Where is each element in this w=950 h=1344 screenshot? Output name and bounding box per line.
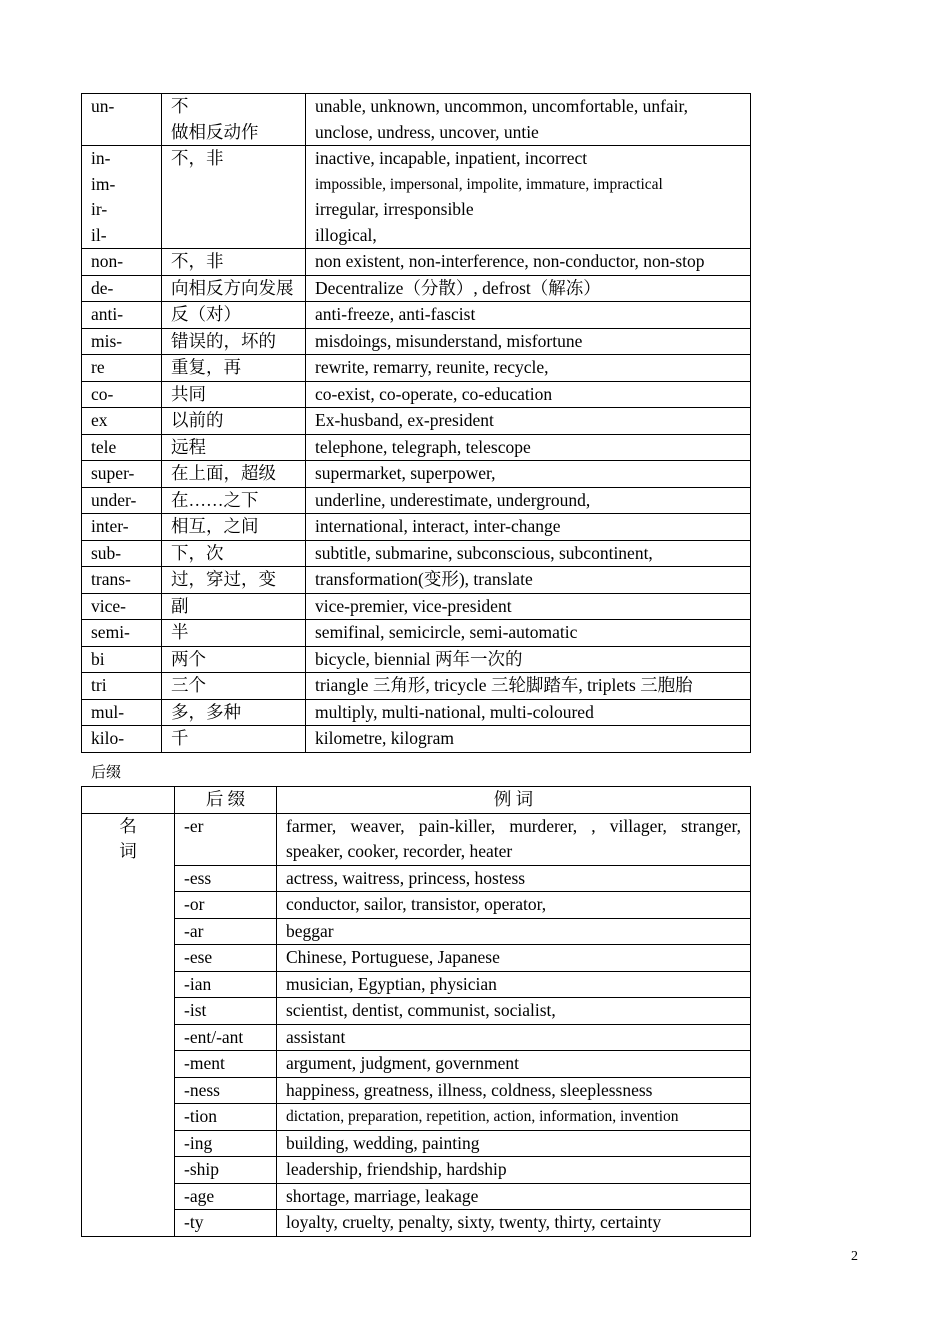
header-examples: 例 词 xyxy=(277,787,751,814)
table-row xyxy=(82,1130,751,1157)
meaning-cell: 在……之下 xyxy=(162,487,306,514)
suffix-cell: -ment xyxy=(175,1051,277,1078)
meaning-cell: 多，多种 xyxy=(162,699,306,726)
table-row xyxy=(82,726,751,753)
section-label: 后缀 xyxy=(91,765,122,781)
table-row xyxy=(82,302,751,329)
examples-cell: Ex-husband, ex-president xyxy=(306,408,751,435)
prefix-cell: semi- xyxy=(82,620,162,647)
prefix-cell: non- xyxy=(82,249,162,276)
prefix-cell: re xyxy=(82,355,162,382)
table-row xyxy=(82,146,751,249)
examples-cell: transformation(变形), translate xyxy=(306,567,751,594)
prefix-table xyxy=(81,93,751,753)
table-row xyxy=(82,381,751,408)
examples-cell: misdoings, misunderstand, misfortune xyxy=(306,328,751,355)
prefix-cell: in- im- ir- il- xyxy=(82,146,162,249)
table-row xyxy=(82,813,751,865)
suffix-cell: -ese xyxy=(175,945,277,972)
meaning-cell: 反（对） xyxy=(162,302,306,329)
table-row xyxy=(82,971,751,998)
table-row xyxy=(82,593,751,620)
suffix-cell: -age xyxy=(175,1183,277,1210)
table-row xyxy=(82,945,751,972)
examples-cell: supermarket, superpower, xyxy=(306,461,751,488)
examples-cell: argument, judgment, government xyxy=(277,1051,751,1078)
table-row xyxy=(82,487,751,514)
table-row xyxy=(82,1210,751,1237)
prefix-cell: mis- xyxy=(82,328,162,355)
suffix-cell: -ty xyxy=(175,1210,277,1237)
suffix-cell: -ent/-ant xyxy=(175,1024,277,1051)
meaning-cell: 相互，之间 xyxy=(162,514,306,541)
table-row xyxy=(82,275,751,302)
prefix-cell: mul- xyxy=(82,699,162,726)
table-row xyxy=(82,249,751,276)
examples-cell: non existent, non-interference, non-conductor, non-stop xyxy=(306,249,751,276)
suffix-table xyxy=(81,786,751,1237)
examples-cell: building, wedding, painting xyxy=(277,1130,751,1157)
examples-line: impossible, impersonal, impolite, immature, impractical xyxy=(315,175,663,193)
prefix-cell: un- xyxy=(82,94,162,146)
table-row xyxy=(82,355,751,382)
examples-cell: Decentralize（分散）, defrost（解冻） xyxy=(306,275,751,302)
examples-cell: bicycle, biennial 两年一次的 xyxy=(306,646,751,673)
table-row xyxy=(82,673,751,700)
examples-cell: happiness, greatness, illness, coldness, sleeplessness xyxy=(277,1077,751,1104)
table-row xyxy=(82,328,751,355)
examples-cell: triangle 三角形, tricycle 三轮脚踏车, triplets 三胞胎 xyxy=(306,673,751,700)
table-row xyxy=(82,620,751,647)
meaning-cell: 错误的，坏的 xyxy=(162,328,306,355)
suffix-cell: -ian xyxy=(175,971,277,998)
prefix-cell: anti- xyxy=(82,302,162,329)
examples-cell: telephone, telegraph, telescope xyxy=(306,434,751,461)
table-row xyxy=(82,540,751,567)
examples-cell: rewrite, remarry, reunite, recycle, xyxy=(306,355,751,382)
prefix-cell: de- xyxy=(82,275,162,302)
meaning-cell: 以前的 xyxy=(162,408,306,435)
prefix-cell: vice- xyxy=(82,593,162,620)
examples-cell: co-exist, co-operate, co-education xyxy=(306,381,751,408)
meaning-cell: 三个 xyxy=(162,673,306,700)
table-row xyxy=(82,865,751,892)
meaning-cell: 远程 xyxy=(162,434,306,461)
suffix-cell: -er xyxy=(175,813,277,865)
examples-cell: unable, unknown, uncommon, uncomfortable, unfair, unclose, undress, uncover, untie xyxy=(306,94,751,146)
prefix-cell: trans- xyxy=(82,567,162,594)
suffix-cell: -or xyxy=(175,892,277,919)
examples-cell: international, interact, inter-change xyxy=(306,514,751,541)
examples-cell: actress, waitress, princess, hostess xyxy=(277,865,751,892)
prefix-cell: ex xyxy=(82,408,162,435)
table-row xyxy=(82,646,751,673)
suffix-cell: -ist xyxy=(175,998,277,1025)
table-row xyxy=(82,94,751,146)
meaning-cell: 过，穿过，变 xyxy=(162,567,306,594)
examples-cell: loyalty, cruelty, penalty, sixty, twenty, thirty, certainty xyxy=(277,1210,751,1237)
examples-cell: kilometre, kilogram xyxy=(306,726,751,753)
meaning-cell: 不，非 xyxy=(162,146,306,249)
meaning-cell: 下，次 xyxy=(162,540,306,567)
suffix-cell: -ship xyxy=(175,1157,277,1184)
examples-cell: dictation, preparation, repetition, action, information, invention xyxy=(277,1104,751,1131)
part-of-speech-cell: 名 词 xyxy=(82,813,175,1236)
prefix-cell: tele xyxy=(82,434,162,461)
meaning-cell: 在上面，超级 xyxy=(162,461,306,488)
table-row xyxy=(82,1024,751,1051)
table-row xyxy=(82,1051,751,1078)
meaning-cell: 副 xyxy=(162,593,306,620)
examples-cell: farmer, weaver, pain-killer, murderer, , villager, stranger, speaker, cooker, recorder, heater xyxy=(277,813,751,865)
examples-line: irregular, irresponsible xyxy=(315,199,474,219)
table-row xyxy=(82,699,751,726)
examples-cell: scientist, dentist, communist, socialist, xyxy=(277,998,751,1025)
suffix-cell: -ess xyxy=(175,865,277,892)
table-row xyxy=(82,408,751,435)
table-row xyxy=(82,892,751,919)
prefix-cell: super- xyxy=(82,461,162,488)
table-row xyxy=(82,918,751,945)
header-empty-cell xyxy=(82,787,175,814)
table-row xyxy=(82,567,751,594)
meaning-cell: 向相反方向发展 xyxy=(162,275,306,302)
examples-cell: beggar xyxy=(277,918,751,945)
examples-cell: musician, Egyptian, physician xyxy=(277,971,751,998)
table-header-row xyxy=(82,787,751,814)
table-row xyxy=(82,434,751,461)
meaning-cell: 千 xyxy=(162,726,306,753)
header-suffix: 后 缀 xyxy=(175,787,277,814)
examples-cell: underline, underestimate, underground, xyxy=(306,487,751,514)
meaning-cell: 重复，再 xyxy=(162,355,306,382)
prefix-cell: bi xyxy=(82,646,162,673)
examples-cell: Chinese, Portuguese, Japanese xyxy=(277,945,751,972)
examples-cell xyxy=(306,146,751,249)
table-row xyxy=(82,998,751,1025)
meaning-cell: 两个 xyxy=(162,646,306,673)
prefix-cell: tri xyxy=(82,673,162,700)
meaning-cell: 不 做相反动作 xyxy=(162,94,306,146)
examples-cell: subtitle, submarine, subconscious, subcontinent, xyxy=(306,540,751,567)
suffix-cell: -tion xyxy=(175,1104,277,1131)
meaning-cell: 共同 xyxy=(162,381,306,408)
prefix-cell: co- xyxy=(82,381,162,408)
prefix-cell: kilo- xyxy=(82,726,162,753)
table-row xyxy=(82,1077,751,1104)
prefix-cell: under- xyxy=(82,487,162,514)
examples-cell: multiply, multi-national, multi-coloured xyxy=(306,699,751,726)
page-number: 2 xyxy=(851,1249,858,1264)
table-row xyxy=(82,1157,751,1184)
meaning-cell: 不，非 xyxy=(162,249,306,276)
examples-cell: vice-premier, vice-president xyxy=(306,593,751,620)
examples-line: illogical, xyxy=(315,224,377,245)
examples-line: inactive, incapable, inpatient, incorrect xyxy=(315,148,588,168)
meaning-cell: 半 xyxy=(162,620,306,647)
table-row xyxy=(82,1104,751,1131)
table-row xyxy=(82,1183,751,1210)
suffix-cell: -ing xyxy=(175,1130,277,1157)
prefix-cell: inter- xyxy=(82,514,162,541)
table-row xyxy=(82,461,751,488)
examples-cell: anti-freeze, anti-fascist xyxy=(306,302,751,329)
examples-cell: leadership, friendship, hardship xyxy=(277,1157,751,1184)
table-row xyxy=(82,514,751,541)
prefix-cell: sub- xyxy=(82,540,162,567)
examples-cell: assistant xyxy=(277,1024,751,1051)
examples-cell: semifinal, semicircle, semi-automatic xyxy=(306,620,751,647)
suffix-cell: -ness xyxy=(175,1077,277,1104)
examples-cell: shortage, marriage, leakage xyxy=(277,1183,751,1210)
examples-cell: conductor, sailor, transistor, operator, xyxy=(277,892,751,919)
suffix-cell: -ar xyxy=(175,918,277,945)
